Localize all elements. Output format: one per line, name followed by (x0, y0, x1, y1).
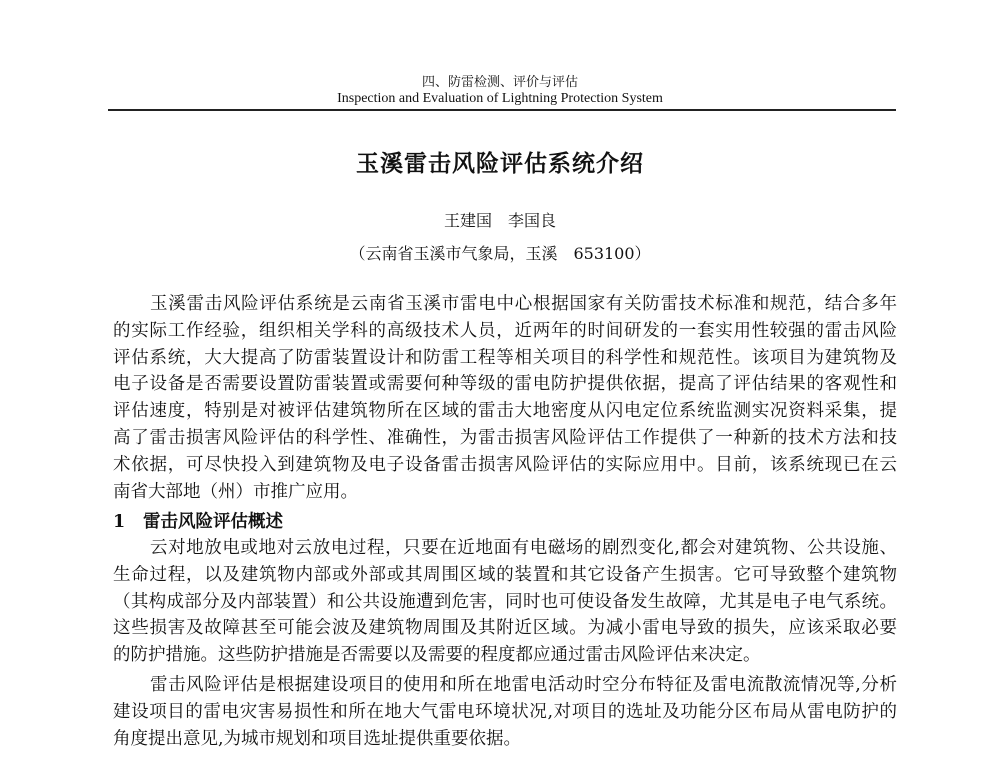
text-line: 玉溪雷击风险评估系统是云南省玉溪市雷电中心根据国家有关防雷技术标准和规范，结合多年 (150, 294, 897, 314)
text-line: 评估系统，大大提高了防雷装置设计和防雷工程等相关项目的科学性和规范性。该项目为建筑物及 (113, 347, 897, 368)
text-line: 南省大部地（州）市推广应用。 (113, 481, 358, 502)
running-header-chinese: 四、防雷检测、评价与评估 (421, 75, 578, 90)
text-line: 电子设备是否需要设置防雷装置或需要何种等级的雷电防护提供依据，提高了评估结果的客观性和 (113, 374, 897, 395)
header-rule (108, 109, 896, 111)
text-line: 的防护措施。这些防护措施是否需要以及需要的程度都应通过雷击风险评估来决定。 (113, 645, 761, 666)
abstract-paragraph (113, 291, 897, 505)
running-header-english: Inspection and Evaluation of Lightning Protection System (337, 91, 663, 106)
text-line: 建设项目的雷电灾害易损性和所在地大气雷电环境状况,对项目的选址及功能分区布局从雷电防护的 (113, 701, 897, 722)
text-line: 云对地放电或地对云放电过程，只要在近地面有电磁场的剧烈变化,都会对建筑物、公共设施、 (150, 538, 897, 558)
text-line: （其构成部分及内部装置）和公共设施遭到危害，同时也可使设备发生故障，尤其是电子电气系统。 (113, 591, 897, 612)
text-line: 术依据，可尽快投入到建筑物及电子设备雷击损害风险评估的实际应用中。目前，该系统现已在云 (113, 454, 897, 475)
section-number: 1 (113, 512, 126, 532)
text-line: 的实际工作经验，组织相关学科的高级技术人员，近两年的时间研发的一套实用性较强的雷击风险 (113, 320, 897, 341)
text-line: 这些损害及故障甚至可能会波及建筑物周围及其附近区域。为减小雷电导致的损失，应该采取必要 (113, 618, 897, 639)
paper-title: 玉溪雷击风险评估系统介绍 (356, 150, 644, 177)
text-line: 角度提出意见,为城市规划和项目选址提供重要依据。 (113, 728, 522, 749)
text-line: 雷击风险评估是根据建设项目的使用和所在地雷电活动时空分布特征及雷电流散流情况等,分析 (150, 675, 897, 695)
body-paragraph (113, 535, 897, 669)
text-line: 评估速度，特别是对被评估建筑物所在区域的雷击大地密度从闪电定位系统监测实况资料采集，提 (113, 401, 897, 422)
section-title: 雷击风险评估概述 (143, 512, 283, 532)
section-heading (113, 508, 897, 533)
text-line: 高了雷击损害风险评估的科学性、准确性，为雷击损害风险评估工作提供了一种新的技术方法和技 (113, 427, 897, 448)
affiliation: （云南省玉溪市气象局，玉溪 653100） (349, 244, 651, 263)
text-line: 生命过程，以及建筑物内部或外部或其周围区域的装置和其它设备产生损害。它可导致整个建筑物 (113, 564, 897, 585)
body-paragraph (113, 672, 897, 752)
authors: 王建国 李国良 (443, 211, 556, 230)
